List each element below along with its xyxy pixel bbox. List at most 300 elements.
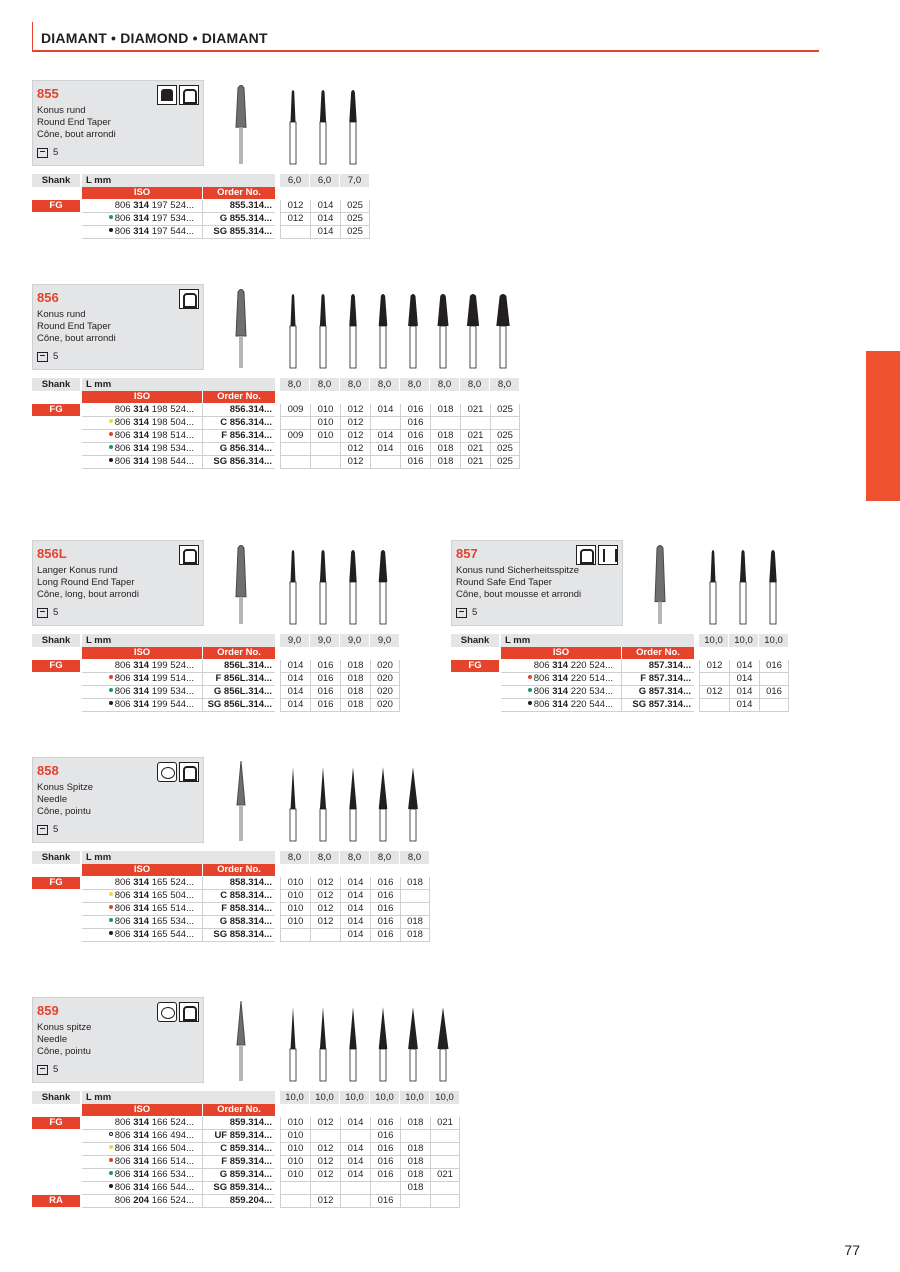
iso-shank-code: 314 <box>133 443 150 454</box>
order-number: G 856L.314... <box>202 686 275 698</box>
iso-prefix: 806 <box>114 456 134 467</box>
bur-silhouette <box>290 767 296 841</box>
size-value <box>310 456 340 468</box>
iso-number <box>501 673 621 685</box>
size-value: 018 <box>430 430 460 442</box>
size-values-row <box>280 699 400 712</box>
section-tab <box>866 351 900 501</box>
grit-black-dot <box>109 228 113 232</box>
pack-count: 5 <box>53 147 59 158</box>
iso-number <box>82 877 202 889</box>
reference-row[interactable] <box>82 929 275 942</box>
size-values-row <box>280 929 430 942</box>
size-silhouettes <box>278 550 398 636</box>
size-value: 012 <box>280 213 310 225</box>
reference-row[interactable] <box>82 1143 275 1156</box>
bur-silhouette <box>379 550 388 624</box>
iso-suffix: 199 524... <box>149 660 194 671</box>
size-silhouettes <box>278 767 428 853</box>
iso-suffix: 199 534... <box>149 686 194 697</box>
iso-shank-code: 314 <box>133 1130 150 1141</box>
size-values-row <box>699 699 789 712</box>
reference-row[interactable] <box>82 903 275 916</box>
size-value <box>430 1143 460 1155</box>
bridge-icon <box>179 545 199 565</box>
size-value: 009 <box>280 430 310 442</box>
bur-silhouette <box>349 767 356 841</box>
bur-shank <box>239 1045 243 1081</box>
order-number: SG 856.314... <box>202 456 275 468</box>
reference-row[interactable] <box>501 686 694 699</box>
page-number: 77 <box>844 1242 860 1258</box>
grit-green-dot <box>109 215 113 219</box>
size-value <box>280 1182 310 1194</box>
order-number: 856.314... <box>202 404 275 416</box>
size-value: 016 <box>370 1117 400 1129</box>
shank-type-fg: FG <box>32 404 80 416</box>
bur-shank <box>239 597 243 624</box>
product-info-box <box>451 540 623 626</box>
product-name-line: Cône, pointu <box>37 1046 91 1057</box>
bur-photo <box>226 1001 256 1081</box>
reference-row[interactable] <box>82 1182 275 1195</box>
size-value: 018 <box>340 673 370 685</box>
reference-row[interactable] <box>82 456 275 469</box>
size-value <box>699 699 729 711</box>
size-value: 014 <box>280 686 310 698</box>
bur-head <box>236 86 246 128</box>
iso-number <box>82 1117 202 1129</box>
size-value: 016 <box>370 1130 400 1142</box>
length-value: 8,0 <box>340 378 370 391</box>
package-icon <box>37 1065 48 1075</box>
iso-shank-code: 314 <box>133 213 150 224</box>
order-number: F 857.314... <box>621 673 694 685</box>
reference-row[interactable] <box>82 686 275 699</box>
order-number: G 859.314... <box>202 1169 275 1181</box>
size-value: 016 <box>400 456 430 468</box>
bur-photo <box>226 761 256 841</box>
iso-suffix: 220 544... <box>568 699 613 710</box>
reference-row[interactable] <box>82 1169 275 1182</box>
product-name-line: Round End Taper <box>37 117 111 128</box>
iso-prefix: 806 <box>114 200 134 211</box>
iso-shank-code: 314 <box>133 1169 150 1180</box>
reference-row[interactable] <box>82 1117 275 1130</box>
order-number: SG 857.314... <box>621 699 694 711</box>
order-number: 856L.314... <box>202 660 275 672</box>
reference-row[interactable] <box>82 417 275 430</box>
length-value: 9,0 <box>370 634 400 647</box>
size-value: 014 <box>280 699 310 711</box>
reference-row[interactable] <box>82 916 275 929</box>
shank-type-fg: FG <box>32 660 80 672</box>
iso-suffix: 198 534... <box>149 443 194 454</box>
size-value: 018 <box>400 1169 430 1181</box>
size-value: 014 <box>370 404 400 416</box>
iso-header: ISO <box>82 391 202 403</box>
size-value: 021 <box>430 1117 460 1129</box>
size-values-row <box>280 443 520 456</box>
veneer-icon <box>598 545 618 565</box>
reference-row[interactable] <box>82 1156 275 1169</box>
order-number: SG 858.314... <box>202 929 275 941</box>
size-value: 009 <box>280 404 310 416</box>
iso-number <box>501 699 621 711</box>
size-value: 014 <box>340 903 370 915</box>
size-value: 012 <box>310 916 340 928</box>
iso-suffix: 220 534... <box>568 686 613 697</box>
iso-prefix: 806 <box>114 1182 134 1193</box>
size-value <box>370 456 400 468</box>
order-number-header: Order No. <box>203 647 275 659</box>
reference-row[interactable] <box>82 404 275 417</box>
pack-count: 5 <box>53 351 59 362</box>
iso-prefix: 806 <box>114 1130 134 1141</box>
iso-number <box>82 660 202 672</box>
size-value: 025 <box>490 404 520 416</box>
product-info-box <box>32 757 204 843</box>
iso-number <box>82 929 202 941</box>
order-number: SG 856L.314... <box>202 699 275 711</box>
iso-number <box>82 903 202 915</box>
bur-silhouette <box>740 550 746 624</box>
product-number: 855 <box>37 86 59 101</box>
bur-silhouette <box>290 550 296 624</box>
order-number: C 856.314... <box>202 417 275 429</box>
bur-head <box>237 1001 245 1045</box>
grit-black-dot <box>109 458 113 462</box>
size-value: 014 <box>310 200 340 212</box>
length-value: 6,0 <box>310 174 340 187</box>
size-value <box>280 417 310 429</box>
crown-icon <box>157 85 177 105</box>
size-value: 018 <box>400 1117 430 1129</box>
iso-prefix: 806 <box>114 699 134 710</box>
reference-row[interactable] <box>82 430 275 443</box>
reference-row[interactable] <box>82 1130 275 1143</box>
product-name-line: Needle <box>37 1034 68 1045</box>
size-value <box>759 673 789 685</box>
product-names <box>37 565 139 601</box>
shank-label: Shank <box>32 851 80 864</box>
size-values-row <box>280 226 370 239</box>
size-value <box>370 417 400 429</box>
iso-prefix: 806 <box>114 660 134 671</box>
size-value: 018 <box>400 1156 430 1168</box>
bur-photo <box>226 84 256 164</box>
shank-label: Shank <box>451 634 499 647</box>
size-value: 012 <box>310 903 340 915</box>
size-value: 018 <box>400 1143 430 1155</box>
indication-icons <box>179 289 199 309</box>
size-value <box>490 417 520 429</box>
indication-icons <box>179 545 199 565</box>
size-values-row <box>280 1117 460 1130</box>
package-icon <box>37 825 48 835</box>
iso-number <box>82 200 202 212</box>
reference-row[interactable] <box>82 877 275 890</box>
length-value: 8,0 <box>340 851 370 864</box>
reference-row[interactable] <box>82 1195 275 1208</box>
length-value: 8,0 <box>310 378 340 391</box>
product-info-box <box>32 997 204 1083</box>
iso-shank-code: 314 <box>133 1117 150 1128</box>
iso-suffix: 165 534... <box>149 916 194 927</box>
reference-row[interactable] <box>82 660 275 673</box>
size-value: 012 <box>699 686 729 698</box>
pack-count: 5 <box>53 607 59 618</box>
indication-icons <box>157 1002 199 1022</box>
size-value: 012 <box>310 1117 340 1129</box>
grit-yellow-dot <box>109 419 113 423</box>
shank-label: Shank <box>32 378 80 391</box>
length-value: 10,0 <box>430 1091 460 1104</box>
length-label: L mm <box>82 634 275 647</box>
size-value: 014 <box>280 660 310 672</box>
size-value: 010 <box>310 417 340 429</box>
iso-prefix: 806 <box>114 686 134 697</box>
product-names <box>456 565 581 601</box>
size-value: 014 <box>340 1143 370 1155</box>
iso-prefix: 806 <box>114 1143 134 1154</box>
size-value <box>460 417 490 429</box>
size-values-row <box>280 1182 460 1195</box>
order-number: SG 855.314... <box>202 226 275 238</box>
size-value <box>340 1182 370 1194</box>
size-value: 021 <box>460 430 490 442</box>
iso-shank-code: 314 <box>133 1143 150 1154</box>
size-value: 016 <box>370 903 400 915</box>
size-value: 014 <box>340 890 370 902</box>
size-value: 016 <box>310 660 340 672</box>
iso-prefix: 806 <box>114 430 134 441</box>
size-value: 020 <box>370 686 400 698</box>
indication-icons <box>576 545 618 565</box>
size-values-row <box>280 1130 460 1143</box>
iso-suffix: 220 524... <box>568 660 613 671</box>
iso-header: ISO <box>82 647 202 659</box>
product-info-box <box>32 80 204 166</box>
iso-suffix: 198 524... <box>149 404 194 415</box>
product-names <box>37 309 116 345</box>
reference-row[interactable] <box>501 660 694 673</box>
grit-black-dot <box>109 1184 113 1188</box>
size-value: 016 <box>370 877 400 889</box>
iso-suffix: 165 544... <box>149 929 194 940</box>
iso-prefix: 806 <box>114 213 134 224</box>
pack-quantity <box>456 607 477 618</box>
iso-suffix: 199 544... <box>149 699 194 710</box>
bur-silhouette <box>320 550 326 624</box>
iso-shank-code: 314 <box>133 673 150 684</box>
order-number: G 856.314... <box>202 443 275 455</box>
order-number: C 859.314... <box>202 1143 275 1155</box>
pack-quantity <box>37 1064 58 1075</box>
iso-shank-code: 314 <box>133 699 150 710</box>
size-values-row <box>699 660 789 673</box>
size-value <box>280 226 310 238</box>
iso-number <box>82 443 202 455</box>
pack-count: 5 <box>472 607 478 618</box>
size-value: 016 <box>370 1143 400 1155</box>
iso-number <box>82 699 202 711</box>
package-icon <box>37 352 48 362</box>
iso-number <box>82 456 202 468</box>
size-value <box>400 1130 430 1142</box>
size-value <box>400 1195 430 1207</box>
bur-shank <box>239 127 243 164</box>
order-number-header: Order No. <box>203 1104 275 1116</box>
reference-row[interactable] <box>82 443 275 456</box>
size-value: 014 <box>280 673 310 685</box>
shank-label: Shank <box>32 1091 80 1104</box>
size-value: 016 <box>400 417 430 429</box>
iso-prefix: 806 <box>533 686 553 697</box>
length-value: 10,0 <box>729 634 759 647</box>
grit-green-dot <box>109 918 113 922</box>
size-silhouettes <box>698 550 788 636</box>
bur-silhouette <box>349 294 356 368</box>
reference-row[interactable] <box>82 226 275 239</box>
iso-suffix: 166 514... <box>149 1156 194 1167</box>
bur-head <box>655 546 665 602</box>
pack-quantity <box>37 147 58 158</box>
iso-shank-code: 314 <box>133 877 150 888</box>
size-value: 021 <box>460 443 490 455</box>
length-value: 8,0 <box>280 378 310 391</box>
size-value: 016 <box>400 430 430 442</box>
length-value: 6,0 <box>280 174 310 187</box>
iso-prefix: 806 <box>114 929 134 940</box>
size-value: 018 <box>400 929 430 941</box>
grit-black-dot <box>528 701 532 705</box>
bur-silhouette <box>438 294 449 368</box>
bur-photo <box>645 544 675 624</box>
size-value <box>759 699 789 711</box>
grit-red-dot <box>109 1158 113 1162</box>
iso-number <box>82 1169 202 1181</box>
reference-row[interactable] <box>82 200 275 213</box>
size-value <box>280 929 310 941</box>
size-value: 010 <box>310 430 340 442</box>
order-number: G 858.314... <box>202 916 275 928</box>
reference-row[interactable] <box>501 699 694 712</box>
length-value: 10,0 <box>310 1091 340 1104</box>
bur-silhouette <box>467 294 479 368</box>
reference-row[interactable] <box>501 673 694 686</box>
order-number-header: Order No. <box>203 187 275 199</box>
order-number: G 857.314... <box>621 686 694 698</box>
grit-black-dot <box>109 701 113 705</box>
size-value: 010 <box>280 1117 310 1129</box>
size-values-row <box>280 1156 460 1169</box>
order-number: F 859.314... <box>202 1156 275 1168</box>
size-value <box>400 903 430 915</box>
iso-shank-code: 204 <box>133 1195 150 1206</box>
iso-prefix: 806 <box>114 673 134 684</box>
package-icon <box>456 608 467 618</box>
bur-silhouette <box>349 90 356 164</box>
reference-row[interactable] <box>82 213 275 226</box>
iso-number <box>82 686 202 698</box>
iso-number <box>82 673 202 685</box>
product-name-line: Cône, pointu <box>37 806 91 817</box>
size-values-row <box>280 903 430 916</box>
iso-shank-code: 314 <box>133 417 150 428</box>
iso-prefix: 806 <box>533 673 553 684</box>
size-value: 012 <box>310 1156 340 1168</box>
length-label: L mm <box>82 851 275 864</box>
bur-silhouette <box>710 550 716 624</box>
product-name-line: Round End Taper <box>37 321 111 332</box>
size-value: 016 <box>370 1195 400 1207</box>
pack-count: 5 <box>53 824 59 835</box>
length-value: 8,0 <box>370 851 400 864</box>
iso-suffix: 166 544... <box>149 1182 194 1193</box>
order-number: C 858.314... <box>202 890 275 902</box>
size-values-row <box>280 890 430 903</box>
size-value <box>430 1195 460 1207</box>
iso-shank-code: 314 <box>552 673 569 684</box>
size-values-row <box>699 673 789 686</box>
iso-prefix: 806 <box>114 877 134 888</box>
reference-row[interactable] <box>82 673 275 686</box>
iso-number <box>501 660 621 672</box>
length-values-row <box>280 174 370 187</box>
size-value <box>340 1195 370 1207</box>
order-number: 855.314... <box>202 200 275 212</box>
bur-silhouette <box>290 294 296 368</box>
iso-shank-code: 314 <box>133 916 150 927</box>
size-values-row <box>280 660 400 673</box>
iso-suffix: 197 534... <box>149 213 194 224</box>
size-value: 012 <box>340 417 370 429</box>
size-value: 012 <box>280 200 310 212</box>
iso-shank-code: 314 <box>133 1182 150 1193</box>
size-silhouettes <box>278 1007 458 1093</box>
package-icon <box>37 608 48 618</box>
order-number: 859.204... <box>202 1195 275 1207</box>
iso-prefix: 806 <box>114 916 134 927</box>
size-value: 018 <box>400 916 430 928</box>
size-value: 020 <box>370 660 400 672</box>
bridge-icon <box>179 762 199 782</box>
iso-number <box>82 404 202 416</box>
size-value: 018 <box>400 1182 430 1194</box>
size-value: 021 <box>460 456 490 468</box>
grit-red-dot <box>109 432 113 436</box>
reference-row[interactable] <box>82 890 275 903</box>
bur-silhouette <box>349 1007 356 1081</box>
size-value: 014 <box>729 673 759 685</box>
size-value <box>310 443 340 455</box>
size-value: 020 <box>370 673 400 685</box>
order-number: F 856L.314... <box>202 673 275 685</box>
size-value <box>699 673 729 685</box>
length-value: 10,0 <box>370 1091 400 1104</box>
size-value: 014 <box>340 929 370 941</box>
bur-silhouette <box>408 767 418 841</box>
order-number: 858.314... <box>202 877 275 889</box>
size-value: 010 <box>280 1169 310 1181</box>
order-number: 857.314... <box>621 660 694 672</box>
bur-silhouette <box>379 767 388 841</box>
iso-suffix: 166 524... <box>149 1117 194 1128</box>
reference-row[interactable] <box>82 699 275 712</box>
bridge-icon <box>576 545 596 565</box>
size-value: 010 <box>280 877 310 889</box>
